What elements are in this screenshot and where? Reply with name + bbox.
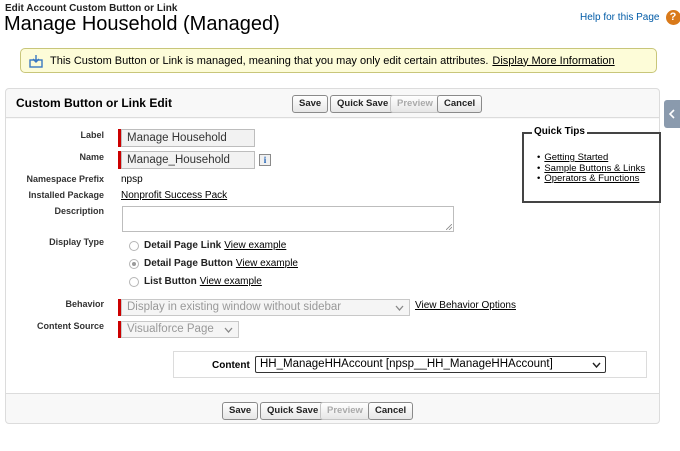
cancel-button-top[interactable]: Cancel: [437, 95, 482, 113]
radio-button-selected[interactable]: [129, 259, 139, 269]
radio-label: Detail Page Link: [144, 240, 222, 251]
namespace-prefix-value: npsp: [121, 174, 143, 185]
save-button-top[interactable]: Save: [292, 95, 328, 113]
content-select[interactable]: [255, 356, 606, 373]
chevron-left-icon: [668, 109, 676, 119]
content-source-label: Content Source: [36, 321, 104, 331]
preview-button-bottom[interactable]: Preview: [320, 402, 370, 420]
view-example-link[interactable]: View example: [224, 240, 287, 251]
sample-buttons-links-link[interactable]: Sample Buttons & Links: [544, 162, 646, 174]
question-circle-icon[interactable]: ?: [666, 10, 680, 25]
radio-label: Detail Page Button: [144, 258, 233, 269]
managed-notice: [20, 48, 657, 73]
quick-tips-title: Quick Tips: [534, 126, 585, 137]
namespace-prefix-label: Namespace Prefix: [26, 174, 104, 184]
panel-title: Custom Button or Link Edit: [16, 96, 172, 110]
chevron-down-icon: [395, 305, 404, 311]
breadcrumb: Edit Account Custom Button or Link: [5, 3, 178, 14]
resize-grip-icon[interactable]: [446, 224, 452, 230]
view-example-link[interactable]: View example: [235, 258, 298, 269]
page-title: Manage Household (Managed): [4, 13, 280, 35]
label-field-label: Label: [80, 130, 104, 140]
getting-started-link[interactable]: Getting Started: [544, 152, 609, 163]
name-field-label: Name: [79, 152, 104, 162]
radio-label: List Button: [144, 276, 197, 287]
list-item: [537, 174, 645, 185]
display-type-option[interactable]: [129, 240, 286, 251]
behavior-select[interactable]: [121, 299, 410, 316]
operators-functions-link[interactable]: Operators & Functions: [544, 173, 640, 184]
name-input[interactable]: Manage_Household: [121, 151, 255, 169]
notice-text: This Custom Button or Link is managed, meaning that you may only edit certain attributes.: [50, 54, 489, 67]
chevron-down-icon: [592, 362, 601, 368]
cancel-button-bottom[interactable]: Cancel: [368, 402, 413, 420]
radio-button[interactable]: [129, 241, 139, 251]
installed-package-link[interactable]: Nonprofit Success Pack: [121, 190, 228, 201]
view-behavior-options-link[interactable]: View Behavior Options: [415, 300, 516, 311]
download-box-icon: [29, 54, 43, 68]
help-link-label[interactable]: Help for this Page: [580, 12, 660, 23]
content-label: Content: [212, 360, 250, 371]
installed-package-label: Installed Package: [28, 190, 104, 200]
quick-tips-list: [537, 153, 645, 185]
description-label: Description: [54, 206, 104, 216]
view-example-link[interactable]: View example: [199, 276, 262, 287]
behavior-label: Behavior: [65, 299, 104, 309]
quick-save-button-bottom[interactable]: Quick Save: [260, 402, 325, 420]
display-type-option[interactable]: [129, 276, 262, 287]
display-type-option[interactable]: [129, 258, 298, 269]
radio-button[interactable]: [129, 277, 139, 287]
content-source-select[interactable]: [121, 321, 239, 338]
content-source-value: Visualforce Page: [127, 323, 214, 335]
preview-button-top[interactable]: Preview: [390, 95, 440, 113]
content-select-value: HH_ManageHHAccount [npsp__HH_ManageHHAccount]: [260, 358, 553, 370]
behavior-select-value: Display in existing window without sidebar: [127, 301, 342, 313]
display-more-information-link[interactable]: Display More Information: [492, 54, 615, 67]
sidebar-toggle-tab[interactable]: [664, 100, 680, 128]
label-input[interactable]: Manage Household: [121, 129, 255, 147]
info-icon[interactable]: i: [259, 154, 271, 166]
chevron-down-icon: [224, 327, 233, 333]
quick-save-button-top[interactable]: Quick Save: [330, 95, 395, 113]
help-link[interactable]: [580, 10, 680, 25]
save-button-bottom[interactable]: Save: [222, 402, 258, 420]
description-textarea[interactable]: [122, 206, 454, 232]
display-type-label: Display Type: [49, 237, 104, 247]
